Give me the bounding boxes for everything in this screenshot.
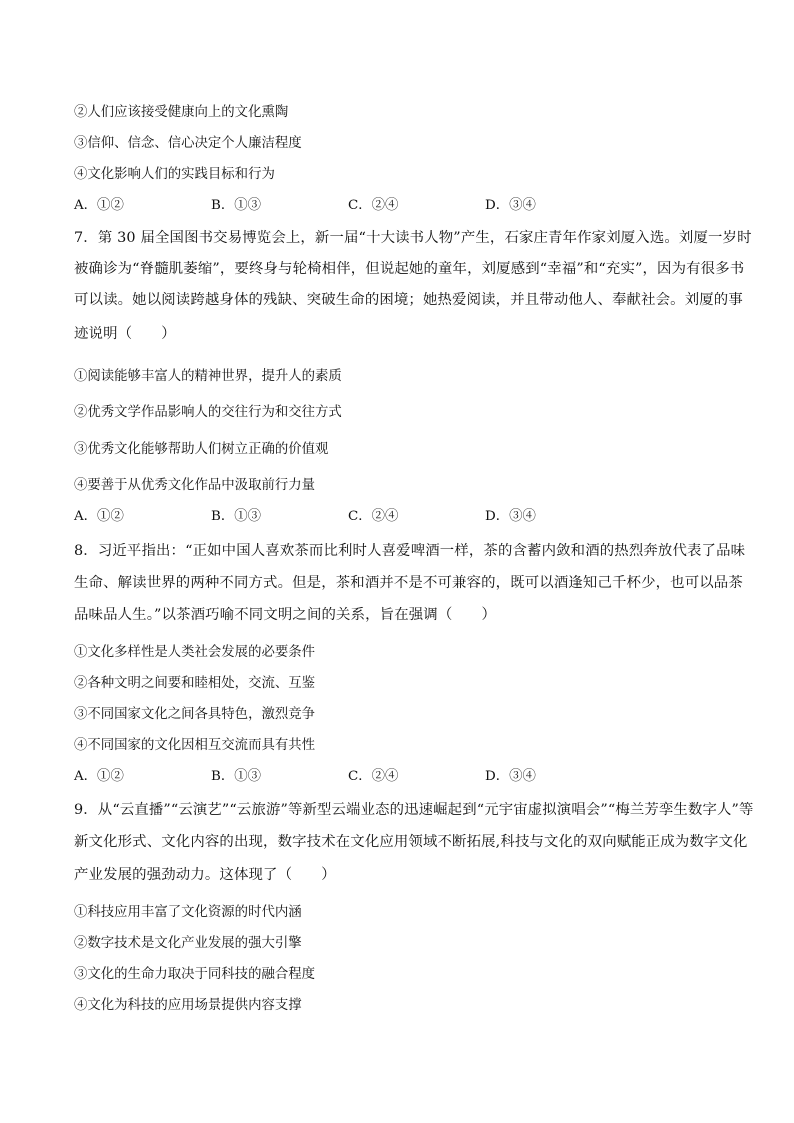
q9-option-4: ④文化为科技的应用场景提供内容支撑: [74, 998, 302, 1013]
q9-stem-line-2: 新文化形式、文化内容的出现，数字技术在文化应用领域不断拓展,科技与文化的双向赋能正成为数字文化: [74, 834, 748, 850]
q8-option-1: ①文化多样性是人类社会发展的必要条件: [74, 645, 316, 660]
q7-stem-line-3: 可以读。她以阅读跨越身体的残缺、突破生命的困境；她热爱阅读，并且带动他人、奉献社会。刘厦的事: [74, 292, 743, 308]
q6-option-4: ④文化影响人们的实践目标和行为: [74, 167, 275, 182]
q7-choice-c: C．②④: [348, 509, 399, 524]
q7-answer-choices: [74, 508, 694, 526]
q8-choice-a: A．①②: [74, 769, 124, 784]
q6-choice-a: A．①②: [74, 198, 124, 213]
q7-option-2: ②优秀文学作品影响人的交往行为和交往方式: [74, 405, 342, 420]
q7-choice-b: B．①③: [211, 509, 262, 524]
q7-option-3: ③优秀文化能够帮助人们树立正确的价值观: [74, 442, 329, 457]
q8-choice-c: C．②④: [348, 769, 399, 784]
q6-option-2: ②人们应该接受健康向上的文化熏陶: [74, 105, 289, 120]
q7-choice-d: D．③④: [485, 509, 536, 524]
q8-stem-line-1: 8．习近平指出：“正如中国人喜欢茶而比利时人喜爱啤酒一样，茶的含蓄内敛和酒的热烈奔放代表了品味: [74, 543, 746, 559]
q9-option-3: ③文化的生命力取决于同科技的融合程度: [74, 967, 316, 982]
q6-choice-d: D．③④: [485, 198, 536, 213]
q8-answer-choices: [74, 768, 694, 786]
q8-option-2: ②各种文明之间要和睦相处，交流、互鉴: [74, 676, 316, 691]
q7-stem-line-2: 被确诊为“脊髓肌萎缩”，要终身与轮椅相伴，但说起她的童年，刘厦感到“幸福”和“充实”，因为有很多书: [74, 261, 745, 277]
q9-stem-line-3: 产业发展的强劲动力。这体现了（ ）: [74, 867, 336, 883]
q9-stem-line-1: 9．从“云直播”“云演艺”“云旅游”等新型云端业态的迅速崛起到“元宇宙虚拟演唱会”“梅兰芳孪生数字人”等: [74, 802, 754, 818]
q8-choice-b: B．①③: [211, 769, 262, 784]
q8-option-4: ④不同国家的文化因相互交流而具有共性: [74, 738, 316, 753]
q8-choice-d: D．③④: [485, 769, 536, 784]
q8-option-3: ③不同国家文化之间各具特色，激烈竞争: [74, 707, 316, 722]
q6-answer-choices: [74, 197, 694, 215]
q8-stem-line-3: 品味品人生。”以茶酒巧喻不同文明之间的关系，旨在强调（ ）: [74, 607, 496, 623]
q7-option-1: ①阅读能够丰富人的精神世界，提升人的素质: [74, 369, 342, 384]
q9-option-2: ②数字技术是文化产业发展的强大引擎: [74, 936, 302, 951]
q7-stem-line-4: 迹说明（ ）: [74, 326, 176, 342]
q6-choice-c: C．②④: [348, 198, 399, 213]
q7-option-4: ④要善于从优秀文化作品中汲取前行力量: [74, 478, 316, 493]
q9-option-1: ①科技应用丰富了文化资源的时代内涵: [74, 905, 302, 920]
q7-choice-a: A．①②: [74, 509, 124, 524]
q7-stem-line-1: 7．第 30 届全国图书交易博览会上，新一届“十大读书人物”产生，石家庄青年作家刘厦入选。刘厦一岁时: [74, 230, 752, 246]
q6-choice-b: B．①③: [211, 198, 262, 213]
q6-option-3: ③信仰、信念、信心决定个人廉洁程度: [74, 136, 302, 151]
q8-stem-line-2: 生命、解读世界的两种不同方式。但是，茶和酒并不是不可兼容的，既可以酒逢知己千杯少，也可以品茶: [74, 575, 743, 591]
